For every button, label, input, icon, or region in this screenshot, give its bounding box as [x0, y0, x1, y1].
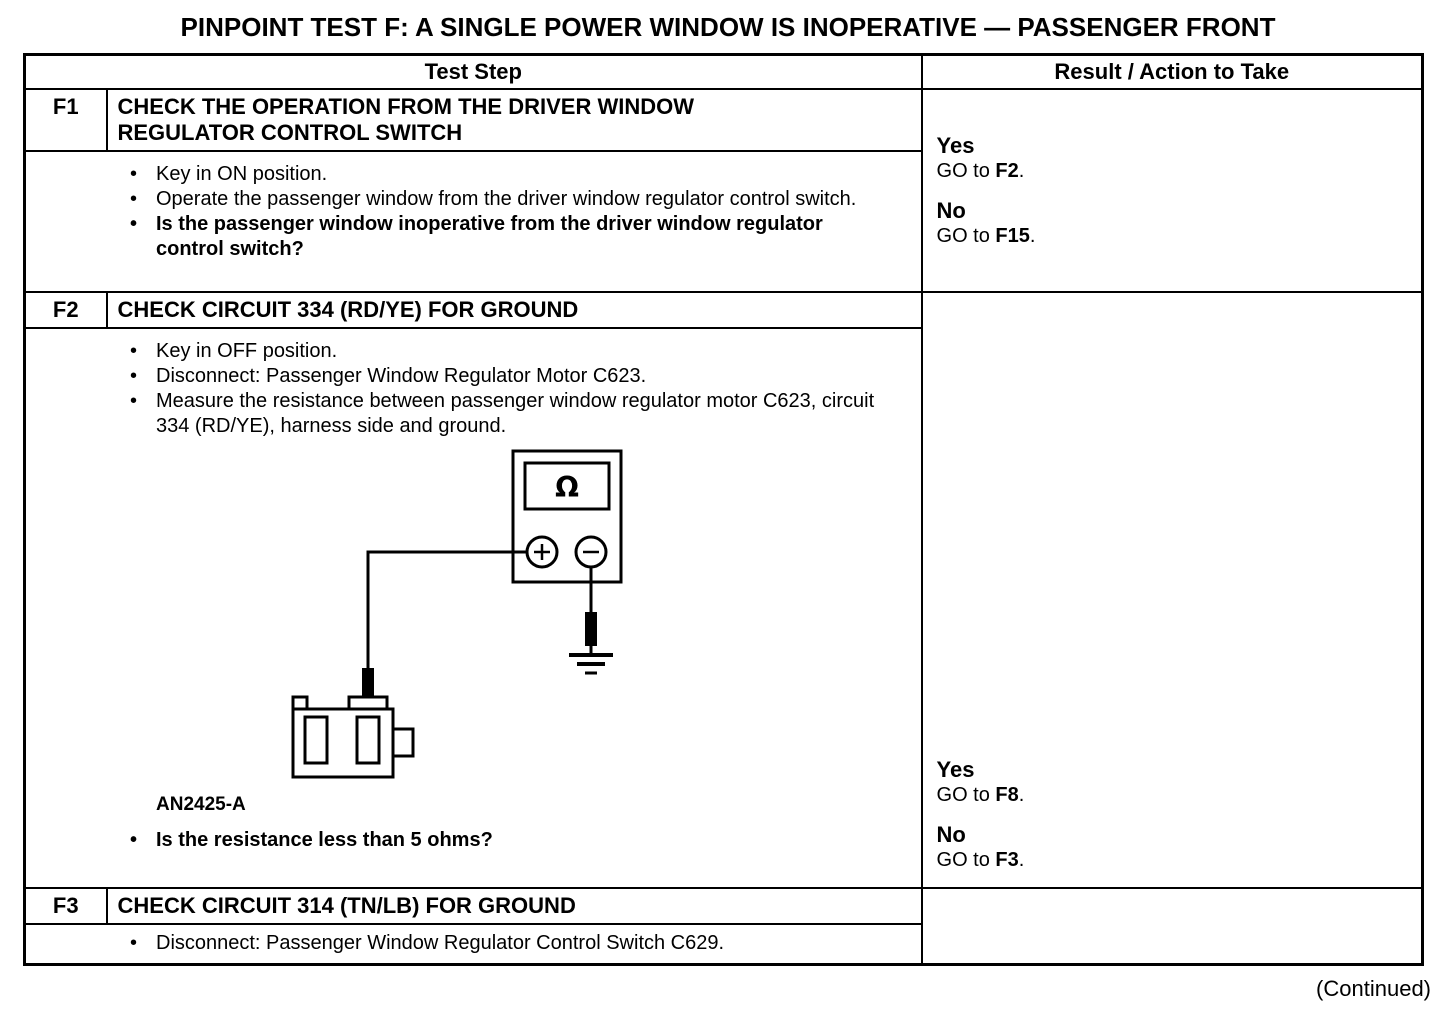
positive-test-lead	[368, 552, 527, 670]
result-option-no	[937, 198, 1412, 249]
bullet-list	[26, 931, 891, 956]
step-f2-id: F2	[25, 292, 107, 328]
step-f3-title: CHECK CIRCUIT 314 (TN/LB) FOR GROUND	[117, 893, 576, 918]
multimeter-diagram	[273, 447, 633, 783]
step-f3-result-cell	[922, 888, 1423, 964]
result-action-punct: .	[1018, 159, 1025, 182]
result-action-punct: .	[1029, 224, 1036, 247]
result-answer: No	[936, 197, 966, 223]
motor-connector	[293, 697, 413, 777]
connector-terminal-2	[357, 717, 379, 763]
connector-lock-tab	[393, 729, 413, 756]
result-action-punct: .	[1018, 849, 1025, 871]
result-action-text: GO to	[936, 849, 996, 871]
negative-probe	[585, 612, 597, 646]
bullet-list	[26, 162, 891, 262]
question-bullet-list	[26, 828, 891, 853]
step-f2-result-cell	[922, 292, 1423, 888]
step-f1-title: CHECK THE OPERATION FROM THE DRIVER WINDOW REGULATOR CONTROL SWITCH	[117, 94, 694, 145]
bullet-item: • Disconnect: Passenger Window Regulator Motor C623.	[124, 364, 891, 389]
figure-label: AN2425-A	[156, 794, 246, 815]
column-header-result: Result / Action to Take	[922, 55, 1423, 90]
step-f3-body-cell	[25, 924, 922, 964]
pinpoint-test-table	[23, 53, 1424, 966]
measurement-figure	[273, 447, 891, 788]
column-header-test-step: Test Step	[25, 55, 922, 90]
step-f2-title-cell	[107, 292, 922, 328]
result-action	[937, 159, 1412, 184]
bullet-item: • Disconnect: Passenger Window Regulator Control Switch C629.	[124, 931, 891, 956]
result-action	[937, 783, 1412, 808]
bullet-item-question: • Is the resistance less than 5 ohms?	[124, 828, 891, 853]
connector-terminal-1	[305, 717, 327, 763]
result-action-punct: .	[1018, 784, 1025, 806]
result-answer: Yes	[936, 757, 975, 782]
result-answer: No	[936, 822, 966, 847]
step-f2-header-row	[25, 292, 1423, 328]
result-action-text: GO to	[936, 784, 996, 806]
result-target: F3	[995, 849, 1019, 871]
step-f1-id: F1	[25, 89, 107, 151]
page-title: PINPOINT TEST F: A SINGLE POWER WINDOW IS INOPERATIVE — PASSENGER FRONT	[180, 12, 1276, 42]
bullet-item: • Operate the passenger window from the driver window regulator control switch.	[124, 187, 891, 212]
step-f1-title-cell	[107, 89, 922, 151]
step-f3-id: F3	[25, 888, 107, 924]
table-header-row	[25, 55, 1423, 90]
bullet-item: • Measure the resistance between passenger window regulator motor C623, circuit 334 (RD/YE), harness side and ground.	[124, 389, 891, 439]
result-option-yes	[937, 133, 1412, 184]
result-action	[937, 848, 1412, 873]
step-f3-header-row	[25, 888, 1423, 924]
bullet-item-question: • Is the passenger window inoperative from the driver window regulator control switch?	[124, 212, 891, 262]
document-page	[23, 0, 1433, 1002]
result-target: F15	[995, 224, 1030, 247]
step-f2-title: CHECK CIRCUIT 334 (RD/YE) FOR GROUND	[117, 297, 579, 322]
result-target: F2	[995, 159, 1019, 182]
step-f2-body-cell	[25, 328, 922, 888]
ground-symbol	[569, 655, 613, 673]
bullet-list	[26, 339, 891, 439]
step-f1-result-cell	[922, 89, 1423, 292]
result-action	[937, 224, 1412, 249]
result-target: F8	[995, 784, 1019, 806]
step-f1-header-row	[25, 89, 1423, 151]
result-option-yes	[937, 757, 1412, 808]
step-f3-title-cell	[107, 888, 922, 924]
result-action-text: GO to	[936, 224, 996, 247]
continued-label: (Continued)	[1316, 975, 1431, 1001]
result-option-no	[937, 822, 1412, 873]
step-f1-body-cell	[25, 151, 922, 292]
ohm-symbol: Ω	[555, 471, 579, 504]
bullet-item: • Key in OFF position.	[124, 339, 891, 364]
bullet-item: • Key in ON position.	[124, 162, 891, 187]
result-action-text: GO to	[936, 159, 996, 182]
result-answer: Yes	[936, 132, 975, 158]
